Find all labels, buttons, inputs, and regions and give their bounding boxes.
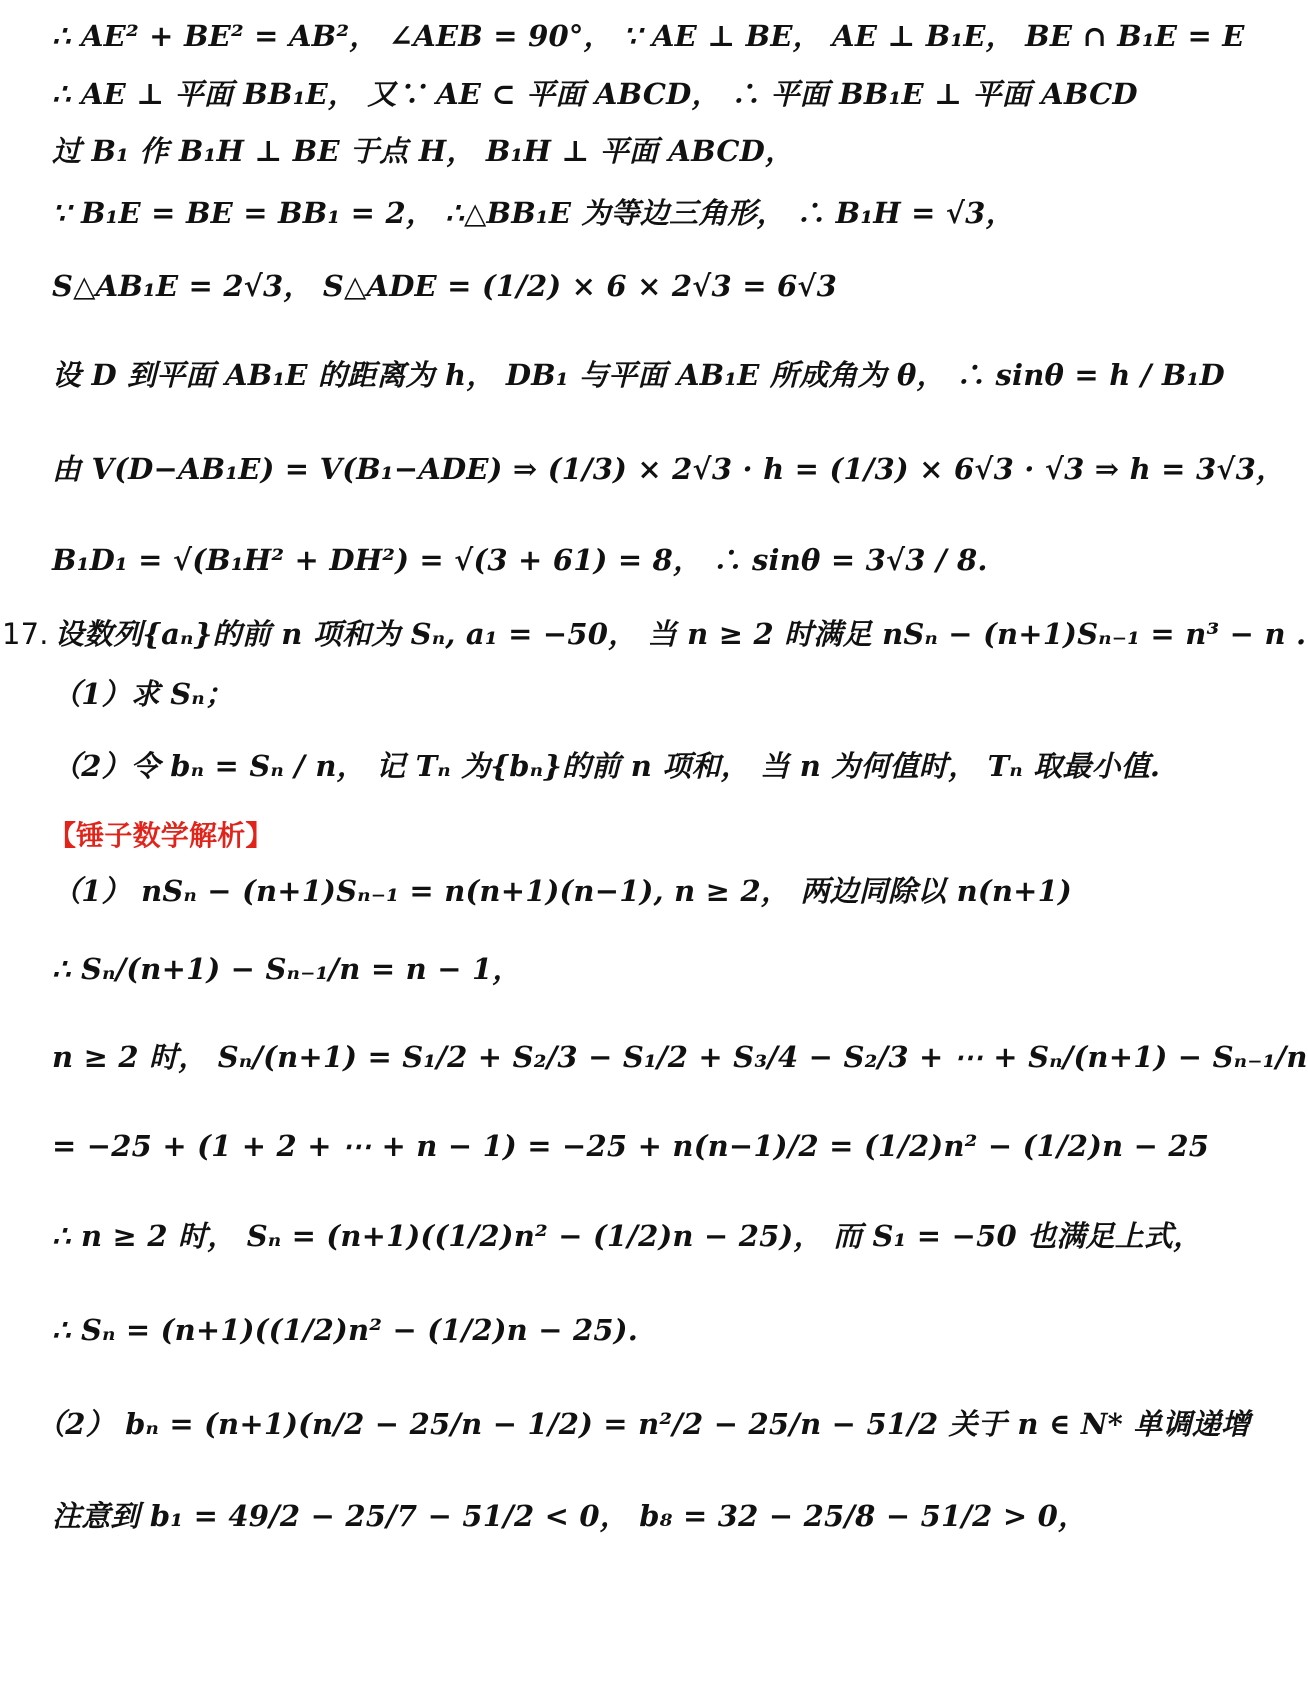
solution-line-3: 过 B₁ 作 B₁H ⊥ BE 于点 H， B₁H ⊥ 平面 ABCD， [52, 134, 795, 168]
area-formula-line: S△AB₁E = 2√3， S△ADE = (1/2) × 6 × 2√3 = 6√3 [52, 269, 838, 303]
solution-line-1: ∴ AE² + BE² = AB²， ∠AEB = 90°， ∵ AE ⊥ BE， AE ⊥ B₁E， BE ∩ B₁E = E [52, 19, 1245, 53]
solution-line-2: ∴ AE ⊥ 平面 BB₁E， 又∵ AE ⊂ 平面 ABCD， ∴ 平面 BB₁E ⊥ 平面 ABCD [52, 77, 1138, 111]
sine-result-line: B₁D₁ = √(B₁H² + DH²) = √(3 + 61) = 8， ∴ sinθ = 3√3 / 8. [52, 543, 988, 577]
solution-part-2-step-1: （2） bₙ = (n+1)(n/2 − 25/n − 1/2) = n²/2 − 25/n − 51/2 关于 n ∈ N* 单调递增 [36, 1407, 1251, 1441]
solution-line-4: ∵ B₁E = BE = BB₁ = 2， ∴△BB₁E 为等边三角形， ∴ B₁H = √3， [52, 196, 1015, 230]
solution-step-6: ∴ Sₙ = (n+1)((1/2)n² − (1/2)n − 25). [52, 1313, 638, 1347]
solution-step-3: n ≥ 2 时， Sₙ/(n+1) = S₁/2 + S₂/3 − S₁/2 + S₃/4 − S₂/3 + ⋯ + Sₙ/(n+1) − Sₙ₋₁/n [52, 1040, 1308, 1074]
solution-step-1: （1） nSₙ − (n+1)Sₙ₋₁ = n(n+1)(n−1), n ≥ 2， 两边同除以 n(n+1) [52, 874, 1072, 908]
question-part-1: （1）求 Sₙ； [52, 677, 235, 711]
solution-heading: 【锤子数学解析】 [48, 819, 274, 852]
solution-step-5: ∴ n ≥ 2 时， Sₙ = (n+1)((1/2)n² − (1/2)n − 25)， 而 S₁ = −50 也满足上式， [52, 1219, 1203, 1253]
solution-step-2: ∴ Sₙ/(n+1) − Sₙ₋₁/n = n − 1， [52, 952, 522, 986]
volume-equation-line: 由 V(D−AB₁E) = V(B₁−ADE) ⇒ (1/3) × 2√3 · h = (1/3) × 6√3 · √3 ⇒ h = 3√3， [52, 452, 1286, 486]
question-number: 17. [2, 617, 49, 651]
distance-angle-line: 设 D 到平面 AB₁E 的距离为 h， DB₁ 与平面 AB₁E 所成角为 θ， ∴ sinθ = h / B₁D [52, 358, 1225, 392]
question-part-2: （2）令 bₙ = Sₙ / n， 记 Tₙ 为{bₙ}的前 n 项和， 当 n 为何值时， Tₙ 取最小值. [52, 749, 1161, 783]
solution-part-2-step-2: 注意到 b₁ = 49/2 − 25/7 − 51/2 < 0， b₈ = 32 − 25/8 − 51/2 > 0， [52, 1499, 1088, 1533]
question-17-text: 设数列{aₙ}的前 n 项和为 Sₙ, a₁ = −50， 当 n ≥ 2 时满足 nSₙ − (n+1)Sₙ₋₁ = n³ − n . [54, 617, 1307, 651]
solution-step-4: = −25 + (1 + 2 + ⋯ + n − 1) = −25 + n(n−1)/2 = (1/2)n² − (1/2)n − 25 [52, 1129, 1210, 1163]
question-17 [2, 617, 1307, 651]
